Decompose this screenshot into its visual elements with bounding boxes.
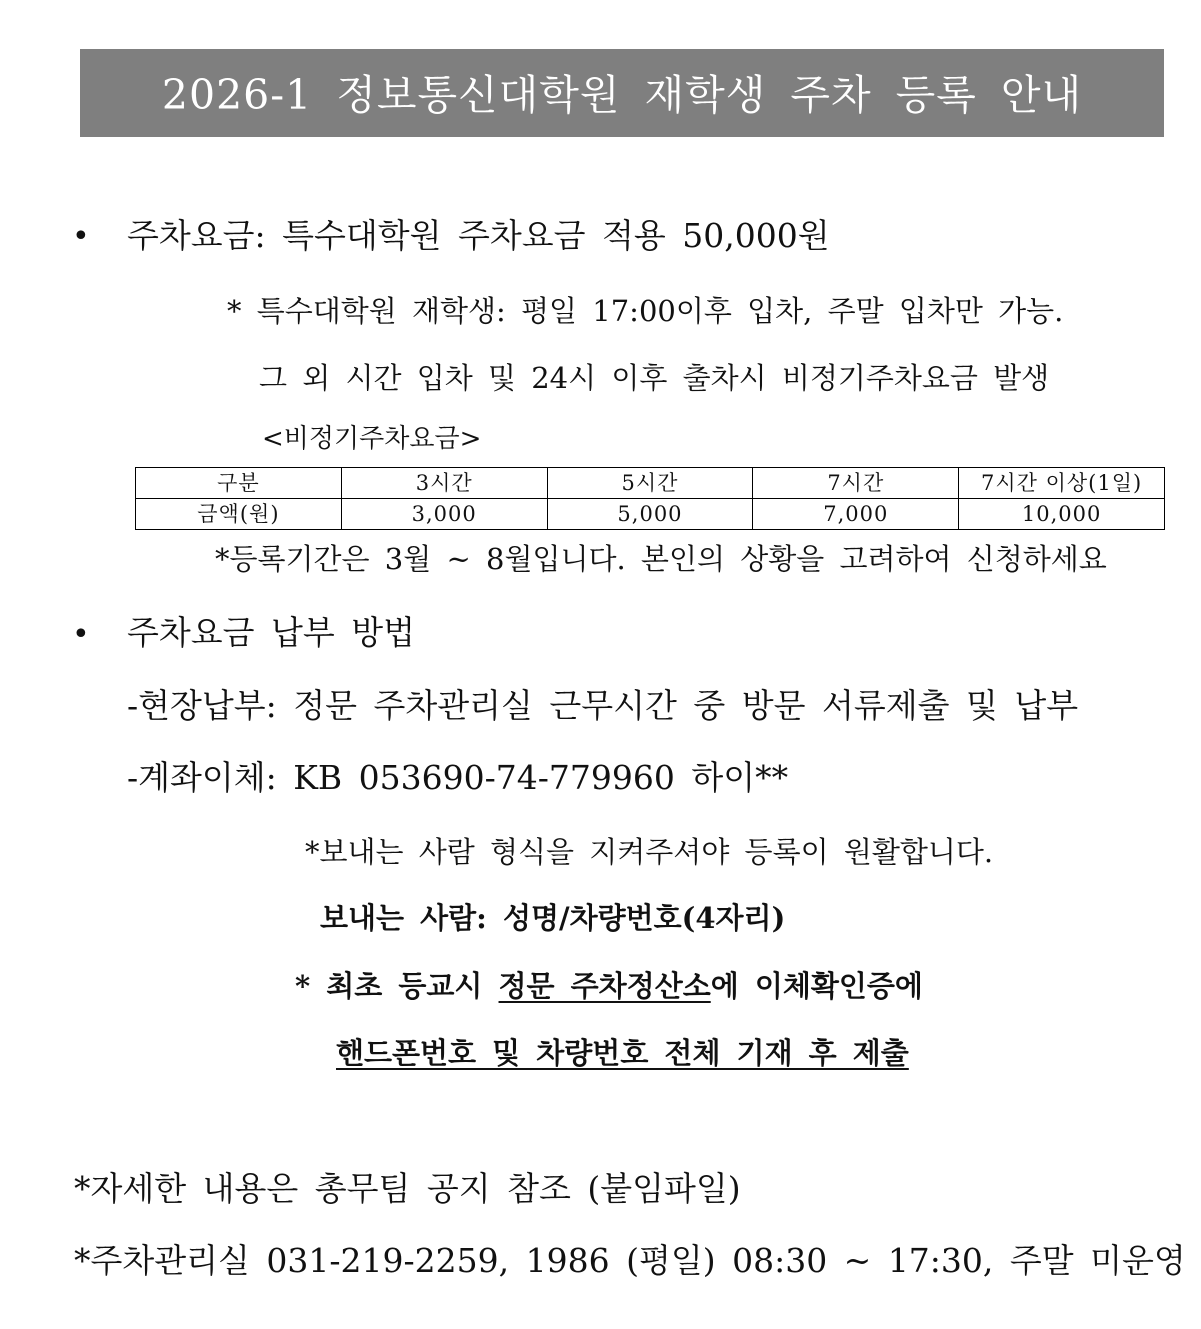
- bullet-fee: •: [72, 219, 90, 254]
- table-cell: 금액(원): [136, 499, 342, 530]
- submit-instruction: 핸드폰번호 및 차량번호 전체 기재 후 제출: [336, 1036, 909, 1070]
- bullet-payment: •: [72, 617, 90, 652]
- table-cell: 구분: [136, 468, 342, 499]
- registration-period-note: *등록기간은 3월 ~ 8월입니다. 본인의 상황을 고려하여 신청하세요: [215, 542, 1107, 576]
- first-visit-instruction: [295, 969, 923, 1003]
- payment-heading: 주차요금 납부 방법: [127, 613, 416, 652]
- table-row: [136, 499, 1165, 530]
- details-note: *자세한 내용은 총무팀 공지 참조 (붙임파일): [74, 1169, 741, 1208]
- table-cell: 7시간 이상(1일): [959, 468, 1165, 499]
- table-cell: 3시간: [341, 468, 547, 499]
- onsite-payment: -현장납부: 정문 주차관리실 근무시간 중 방문 서류제출 및 납부: [127, 686, 1079, 725]
- fee-note-weekday: * 특수대학원 재학생: 평일 17:00이후 입차, 주말 입차만 가능.: [227, 294, 1064, 328]
- fee-table-caption: <비정기주차요금>: [262, 424, 482, 454]
- sender-format: 보내는 사람: 성명/차량번호(4자리): [320, 901, 786, 935]
- table-cell: 7,000: [753, 499, 959, 530]
- main-gate-parking-office: 정문 주차정산소: [498, 969, 711, 1003]
- fee-heading: 주차요금: 특수대학원 주차요금 적용 50,000원: [127, 216, 830, 255]
- fee-note-extra-charge: 그 외 시간 입차 및 24시 이후 출차시 비정기주차요금 발생: [259, 361, 1050, 395]
- table-cell: 10,000: [959, 499, 1165, 530]
- table-cell: 7시간: [753, 468, 959, 499]
- bank-transfer: -계좌이체: KB 053690-74-779960 하이**: [127, 758, 789, 797]
- irregular-fee-table: [135, 467, 1165, 530]
- parking-office-contact: *주차관리실 031-219-2259, 1986 (평일) 08:30 ~ 17:30, 주말 미운영: [74, 1241, 1186, 1280]
- table-cell: 5시간: [547, 468, 753, 499]
- first-visit-suffix: 에 이체확인증에: [710, 969, 923, 1003]
- table-cell: 3,000: [341, 499, 547, 530]
- table-cell: 5,000: [547, 499, 753, 530]
- page-title: 2026-1 정보통신대학원 재학생 주차 등록 안내: [161, 71, 1083, 119]
- first-visit-prefix: * 최초 등교시: [295, 969, 499, 1003]
- sender-format-note: *보내는 사람 형식을 지켜주셔야 등록이 원활합니다.: [305, 835, 994, 869]
- table-header-row: [136, 468, 1165, 499]
